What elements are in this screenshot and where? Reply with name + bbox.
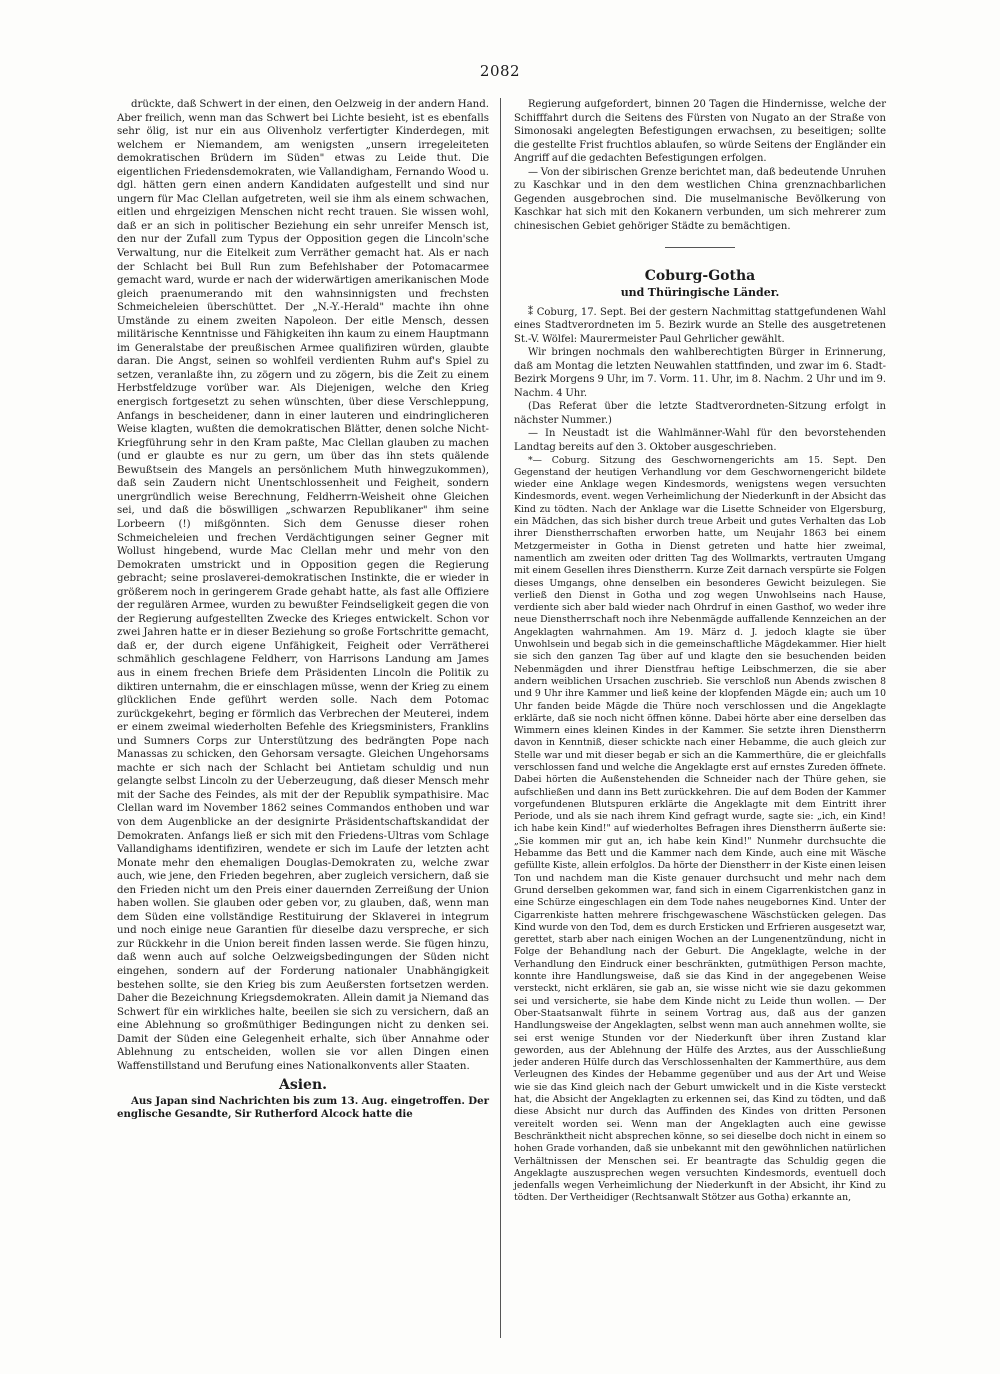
section-rule bbox=[665, 247, 735, 248]
asien-paragraph: Aus Japan sind Nachrichten bis zum 13. Aug. eingetroffen. Der englische Gesandte, Sir Rutherford Alcock hatte die bbox=[117, 1094, 489, 1121]
section-heading-coburg-gotha: Coburg-Gotha bbox=[644, 268, 756, 285]
article-paragraph: Regierung aufgefordert, binnen 20 Tagen die Hindernisse, welche der Schifffahrt durch die Seitens des Fürsten von Nugato an der Straße von Simonosaki angelegten Befestigungen erwachsen, zu beseitigen; sollte die gestellte Frist fruchtlos ablaufen, so würde Seitens der Engländer ein Angriff auf die gedachten Befestigungen erfolgen. bbox=[514, 99, 886, 165]
page-number: 2082 bbox=[479, 62, 521, 80]
article-paragraph: — In Neustadt ist die Wahlmänner-Wahl für den bevorstehenden Landtag bereits auf den 3. Oktober ausgeschrieben. bbox=[514, 428, 886, 454]
column-divider bbox=[500, 98, 501, 1338]
section-subheading: und Thüringische Länder. bbox=[620, 286, 780, 300]
article-paragraph: (Das Referat über die letzte Stadtverordneten-Sitzung erfolgt in nächster Nummer.) bbox=[514, 401, 886, 426]
article-paragraph: Wir bringen nochmals den wahlberechtigten Bürger in Erinnerung, daß am Montag die letzten Neuwahlen stattfinden, und zwar im 6. Stadt-Bezirk Morgens 9 Uhr, im 7. Vorm. 11. Uhr, im 8. Nachm. 2 Uhr und im 9. Nachm. 4 Uhr. bbox=[514, 347, 886, 399]
section-heading-asien: Asien. bbox=[278, 1077, 328, 1094]
article-paragraph: drückte, daß Schwert in der einen, den Oelzweig in der andern Hand. Aber freilich, wenn man das Schwert bei Lichte besieht, ist es ebenfalls sehr ölig, ist nur ein aus Olivenholz verfertigter Kinderdegen, mit welchem er Niemandem, am wenigsten „unsern irregeleiteten demokratischen Brüdern im Süden" etwas zu Leide thut. Die eigentlichen Friedensdemokraten, wie Vallandigham, Fernando Wood u. dgl. hätten gern einen andern Kandidaten aufgestellt und sind nur ungern für Mac Clellan aufgetreten, weil sie ihm als einem schwachen, eitlen und ehrgeizigen Menschen nicht recht trauen. Sie wissen wohl, daß er an sich in politischer Beziehung ein sehr unreifer Mensch ist, den nur der Zufall zum Typus der Opposition gegen die Lincoln'sche Verwaltung, nur die Eitelkeit zum Verräther gemacht hat. Als er nach der Schlacht bei Bull Run zum Befehlshaber der Potomacarmee gemacht ward, wurde er nach der widerwärtigen amerikanischen Mode gleich praenumerando mit den wahnsinnigsten und frechsten Schmeicheleien überschüttet. Der „N.-Y.-Herald" machte ihn ohne Umstände zu einem zweiten Napoleon. Der eitle Mensch, dessen militärische Kenntnisse und Fähigkeiten ihn kaum zu einem Hauptmann im Generalstabe der preußischen Armee qualifiziren würden, glaubte daran. Die Angst, seinen so wohlfeil verdienten Ruhm auf's Spiel zu setzen, veranlaßte ihn, zu zögern und zu zögern, bis die Zeit zu einem Herbstfeldzuge vorüber war. Als Diejenigen, welche den Krieg energisch fortgesetzt zu sehen wünschten, über diese Verschleppung, Anfangs in bescheidener, dann in einer lauteren und eindringlicheren Weise klagten, wußten die demokratischen Blätter, denen solche Nicht-Kriegführung sehr in den Kram paßte, Mac Clellan glauben zu machen (und er glaubte es nur zu gern, um über das ihn stets quälende Bewußtsein des Mangels an persönlichem Muth hinwegzukommen), daß sein Zaudern nicht Unentschlossenheit und Feigheit, sondern unergründlich weise Berechnung, Feldherrn-Weisheit ohne Gleichen sei, und daß die böswilligen „schwarzen Republikaner" ihm seine Lorbeern (!) mißgönnten. Sich dem Genusse dieser rohen Schmeicheleien und frechen Verdächtigungen seiner Gegner mit Wollust hingebend, wurde Mac Clellan mehr und mehr von den Demokraten umstrickt und in Opposition gegen die Regierung gebracht; seine proslaverei-demokratischen Instinkte, die er wieder in größerem noch in geringerem Grade gehabt hatte, als fast alle Offiziere der regulären Armee, wurden zu bewußter Feindseligkeit gegen die von der Regierung aufgestellten Zwecke des Krieges entwickelt. Schon vor zwei Jahren hatte er in dieser Beziehung so große Fortschritte gemacht, daß er, der durch eigene Unfähigkeit, Feigheit oder Verrätherei schmählich geschlagene Feldherr, von Harrisons Landung am James aus in einem frechen Briefe dem Präsidenten Lincoln die Politik zu diktiren unternahm, die er einschlagen müsse, wenn der Krieg zu einem glücklichen Ende geführt werden solle. Nach dem Potomac zurückgekehrt, beging er förmlich das Verbrechen der Meuterei, indem er einem zweimal wiederholten Befehle des Kriegsministers, Franklins und Sumners Corps zur Unterstützung des bedrängten Pope nach Manassas zu schicken, den Gehorsam versagte. Gleichen Ungehorsams machte er sich nach der Schlacht bei Antietam schuldig und nun gelangte selbst Lincoln zu der Ueberzeugung, daß dieser Mensch mehr mit der Sache des Feindes, als mit der der Republik sympathisire. Mac Clellan ward im November 1862 seines Commandos enthoben und war von dem Augenblicke an der designirte Präsidentschaftskandidat der Demokraten. Anfangs ließ er sich mit den Friedens-Ultras vom Schlage Vallandighams identifiziren, wendete er sich im Laufe der letzten acht Monate mehr den ehemaligen Douglas-Demokraten zu, welche zwar auch, wie jene, den Frieden begehren, aber zugleich versichern, daß sie den Frieden nicht um den Preis einer dauernden Zerreißung der Union haben wollen. Sie glauben oder geben vor, zu glauben, daß, wenn man dem Süden eine vollständige Restituirung der Sklaverei in integrum und noch einige neue Garantien für dieselbe dazu verspreche, er sich zur Rückkehr in die Union bereit finden lassen werde. Sie fügen hinzu, daß wenn auch auf solche Oelzweigsbedingungen der Süden nicht eingehen, sondern auf der Forderung nationaler Unabhängigkeit bestehen sollte, sie den Krieg bis zum Aeußersten fortsetzen werden. Daher die Bezeichnung Kriegsdemokraten. Allein damit ja Niemand das Schwert für ein wirkliches halte, beeilen sie sich zu versichern, daß an eine Ablehnung so großmüthiger Bedingungen nicht zu denken sei. Damit der Süden eine Gelegenheit erhalte, sich über Annahme oder Ablehnung zu entscheiden, wollen sie vor allen Dingen einen Waffenstillstand und Berufung eines Nationalkonvents aller Staaten. bbox=[117, 99, 489, 1072]
right-column bbox=[514, 98, 886, 1205]
article-paragraph: — Von der sibirischen Grenze berichtet man, daß bedeutende Unruhen zu Kaschkar und in den dem westlichen China grenznachbarlichen Gegenden ausgebrochen sind. Die muselmanische Bevölkerung von Kaschkar hat sich mit den Kokanern verbunden, um sich mehrerer zum chinesischen Gebiet gehöriger Städte zu bemächtigen. bbox=[514, 166, 886, 232]
trial-report-paragraph: *— Coburg. Sitzung des Geschwornengerichts am 15. Sept. Den Gegenstand der heutigen Verhandlung vor dem Geschwornengericht bildete wieder eine Anklage wegen Kindesmords, wenigstens wegen versuchten Kindesmords, event. wegen Verheimlichung der Niederkunft in der Absicht das Kind zu tödten. Nach der Anklage war die Lisette Schneider von Elgersburg, ein Mädchen, das sich bisher durch treue Arbeit und gutes Verhalten das Lob ihrer Dienstherrschaften erworben hatte, um Neujahr 1863 bei einem Metzgermeister in Gotha in Dienst getreten und hatte hier zweimal, namentlich am zweiten oder dritten Tag des Wollmarkts, vertrauten Umgang mit einem Gesellen ihres Dienstherrn. Kurze Zeit darnach verspürte sie Folgen dieses Umgangs, ohne denselben ein besonderes Gewicht beizulegen. Sie verließ den Dienst in Gotha und zog wegen Unwohlseins nach Hause, verdiente sich aber bald wieder nach Ohrdruf in einen Gasthof, wo weder ihre neue Dienstherrschaft noch ihre Nebenmägde auffallende Kennzeichen an der Angeklagten wahrnahmen. Am 19. März d. J. jedoch klagte sie über Unwohlsein und begab sich in die gemeinschaftliche Mägdekammer. Hier hielt sie sich den ganzen Tag über auf und klagte den sie besuchenden beiden Nebenmägden und ihrer Dienstfrau heftige Leibschmerzen, die sie aber andern weiblichen Ursachen zuschrieb. Sie verschloß nun Abends zwischen 8 und 9 Uhr ihre Kammer und ließ keine der klopfenden Mägde ein; auch um 10 Uhr fanden beide Mägde die Thüre noch verschlossen und die Angeklagte erklärte, daß sie noch nicht öffnen könne. Dabei hörte aber eine derselben das Wimmern eines kleinen Kindes in der Kammer. Sie setzte ihren Dienstherrn davon in Kenntniß, dieser schickte nach einer Hebamme, die auch gleich zur Stelle war und mit dieser begab er sich an die Kammerthüre, die er gleichfalls verschlossen fand und welche die Angeklagte erst auf ernstes Zureden öffnete. Dabei hörten die Außenstehenden die Schneider nach der Thüre gehen, sie aufschließen und dann ins Bett zurückkehren. Die auf dem Boden der Kammer vorgefundenen Blutspuren erklärte die Angeklagte mit dem Eintritt ihrer Periode, und als sie nach ihrem Kind gefragt wurde, sagte sie: „ich, ein Kind! ich habe kein Kind!" auf wiederholtes Befragen ihres Dienstherrn äußerte sie: „Sie kommen mir gut an, ich habe kein Kind!" Nunmehr durchsuchte die Hebamme das Bett und die Kammer nach dem Kinde, auch eine mit Wäsche gefüllte Kiste, allein erfolglos. Da hörte der Dienstherr in der Kiste einen leisen Ton und nachdem man die Kiste genauer durchsucht und mehr nach dem Grund derselben gekommen war, fand sich in einem Cigarrenkistchen ganz in eine Schürze eingeschlagen ein dem Tode nahes neugebornes Kind. Unter der Cigarrenkiste hatten mehrere frischgewaschene Wäschstücken gelegen. Das Kind wurde von den Tod, dem es durch Ersticken und Erfrieren ausgesetzt war, gerettet, starb aber nach einigen Wochen an der Lungenentzündung, nicht in Folge der Behandlung nach der Geburt. Die Angeklagte, welche in der Verhandlung den Eindruck einer beschränkten, gutmüthigen Person machte, konnte ihre Handlungsweise, daß sie das Kind in der angegebenen Weise versteckt, nicht erklären, sie gab an, sie wisse nicht wie sie dazu gekommen sei und versicherte, sie habe dem Kinde nicht zu Leide thun wollen. — Der Ober-Staatsanwalt führte in seinem Vortrag aus, daß aus der ganzen Handlungsweise der Angeklagten, selbst wenn man auch annehmen wollte, sie sei erst wenige Stunden vor der Niederkunft über ihren Zustand klar geworden, aus der Ablehnung der Hülfe des Arztes, aus der Ausschließung jeder anderen Hülfe durch das Verschlossenhalten der Kammerthüre, aus dem Verleugnen des Kindes der Hebamme gegenüber und aus der Art und Weise wie sie das Kind gleich nach der Geburt umwickelt und in die Kiste versteckt hat, die Absicht der Angeklagten zu erkennen sei, das Kind zu tödten, und daß diese Absicht nur durch das Auffinden des Kindes von dritten Personen vereitelt worden sei. Wenn man der Angeklagten auch eine gewisse Beschränktheit nicht absprechen könne, so sei dieselbe doch nicht in einem so hohen Grade vorhanden, daß sie unbekannt mit den gewöhnlichen natürlichen Verhältnissen der Menschen sei. Er beantragte das Schuldig gegen die Angeklagte auszusprechen wegen versuchten Kindesmords, eventuell doch jedenfalls wegen Verheimlichung der Niederkunft in der Absicht, ihr Kind zu tödten. Der Vertheidiger (Rechtsanwalt Stötzer aus Gotha) erkannte an, bbox=[514, 454, 886, 1204]
left-column bbox=[117, 98, 489, 1122]
article-paragraph: ⁑ Coburg, 17. Sept. Bei der gestern Nachmittag stattgefundenen Wahl eines Stadtverordneten im 5. Bezirk wurde an Stelle des ausgetretenen St.-V. Wölfel: Maurermeister Paul Gehrlicher gewählt. bbox=[514, 306, 886, 345]
